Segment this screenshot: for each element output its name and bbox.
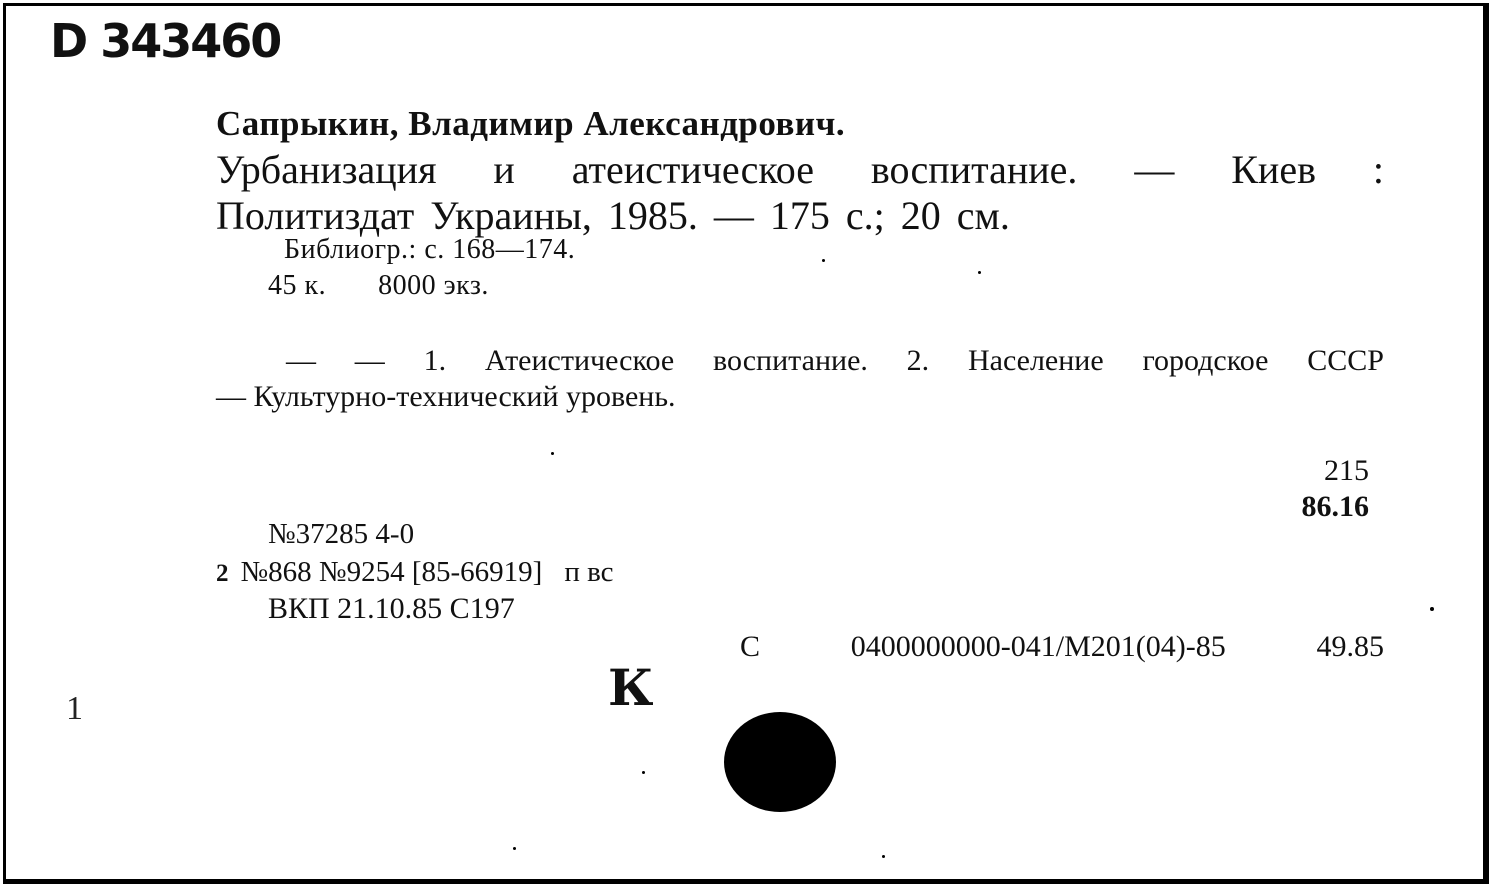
catalog-card <box>3 3 1489 884</box>
speck <box>513 847 516 850</box>
vkp-line: ВКП 21.10.85 С197 <box>268 592 515 625</box>
price: 45 к. <box>268 270 327 301</box>
classification-code-1: 215 <box>1324 454 1369 487</box>
bibliography-note: Библиогр.: с. 168—174. <box>284 234 576 265</box>
classification-code-2: 86.16 <box>1301 490 1369 523</box>
number-line-2-main: №868 №9254 [85-66919] <box>240 556 543 588</box>
margin-mark: 1 <box>66 690 83 727</box>
catalog-number-line: С 0400000000-041/М201(04)-85 49.85 <box>740 630 1384 663</box>
print-run: 8000 экз. <box>378 270 489 301</box>
number-line-2-tail: п вс <box>564 556 614 588</box>
author-name: Сапрыкин, Владимир Александрович. <box>216 104 846 143</box>
number-line-2 <box>216 556 613 589</box>
k-mark: К <box>608 658 654 717</box>
publication-line: Политиздат Украины, 1985. — 175 с.; 20 см. <box>216 193 1010 238</box>
subject-headings-line-1: — — 1. Атеистическое воспитание. 2. Население городское СССР <box>286 344 1384 377</box>
speck <box>978 271 981 274</box>
number-line-1: №37285 4-0 <box>268 518 415 550</box>
speck <box>642 771 645 774</box>
price-line <box>268 270 489 302</box>
punch-hole <box>724 712 836 812</box>
speck <box>882 855 885 858</box>
speck <box>822 259 825 262</box>
speck <box>551 452 554 455</box>
number-line-2-lead: 2 <box>216 560 229 587</box>
speck <box>1430 607 1434 611</box>
title-line: Урбанизация и атеистическое воспитание. — Киев : <box>216 147 1384 192</box>
subject-headings-line-2: — Культурно-технический уровень. <box>216 380 676 413</box>
accession-number: D 343460 <box>50 14 281 68</box>
